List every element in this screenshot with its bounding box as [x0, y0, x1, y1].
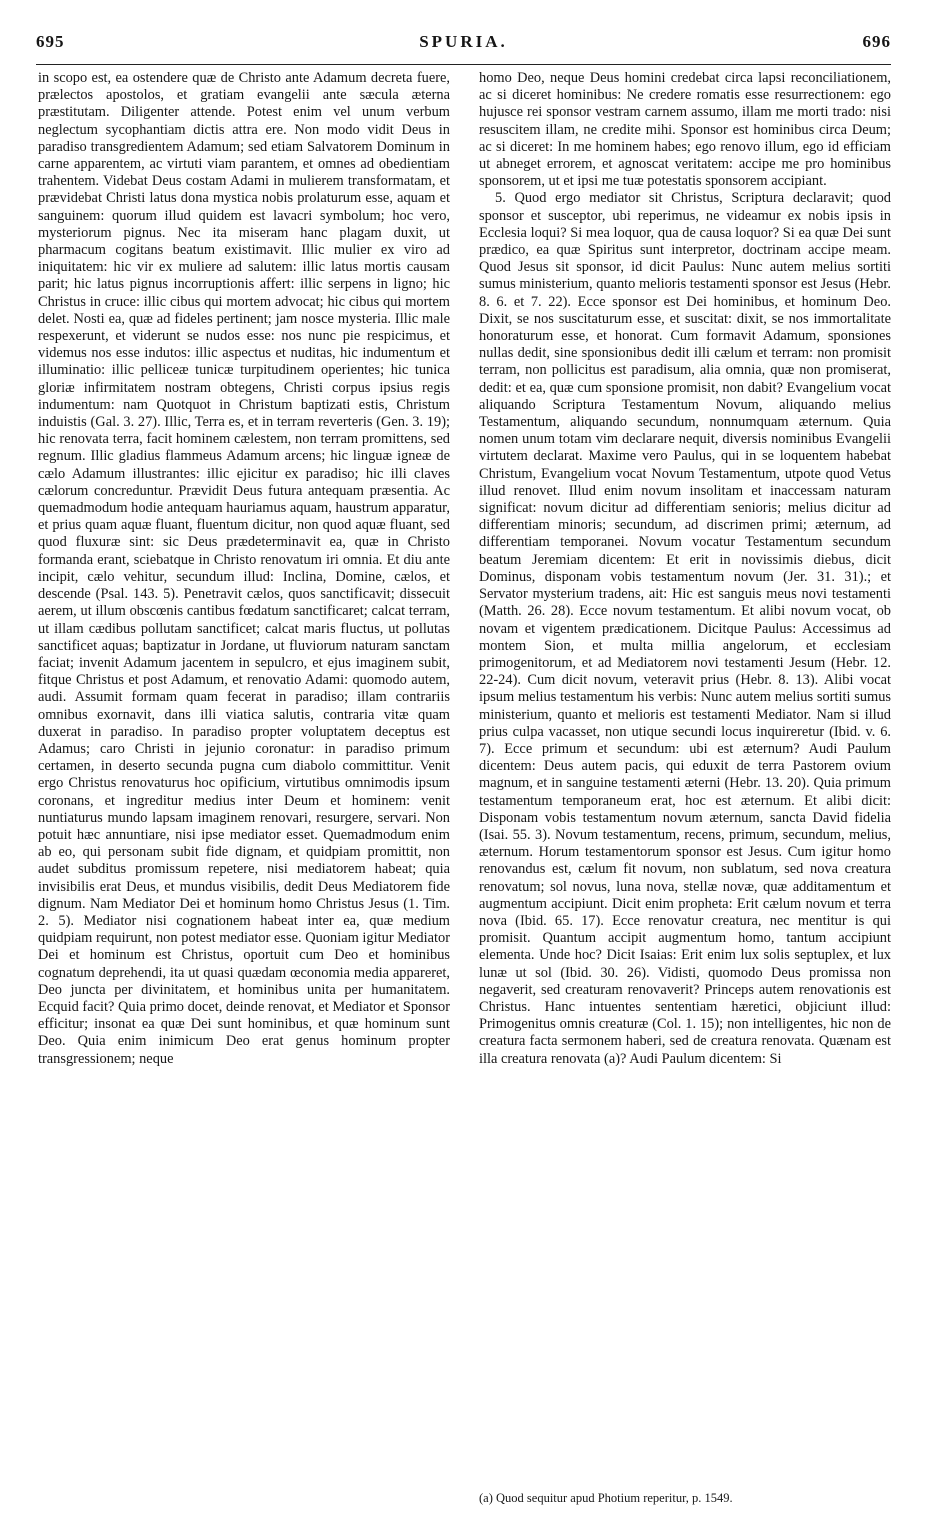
right-column: [479, 70, 891, 1510]
page-header: [36, 32, 891, 56]
right-column-paragraph-2: 5. Quod ergo mediator sit Christus, Scriptura declaravit; quod sponsor et susceptor, ubi reperimus, ne videamur ex nobis ipsis in Ecclesia loqui? Si mea loquor, qua de causa loquor? Si ea quæ Dei sunt prædico, ea quæ Spiritus sunt interpretor, doctrinam accipe meam. Quod Jesus sit sponsor, id dicit Paulus: Nunc autem melius sortiti sumus ministerium, quanto melioris testamenti sponsor est Jesus (Hebr. 8. 6. et 7. 22). Ecce sponsor est Dei hominibus, et hominum Deo. Dixit, se nos suscitaturum esse, et suscitat: dixit, se nos immortalitate honoraturum esse, et honorat. Cum formavit Adamum, sponsiones nullas dedit, sine sponsionibus dedit illi cælum et terram: non promisit terram, non pollicitus est paradisum, alia omnia, quæ non promiserat, dedit: et ea, quæ cum sponsione promisit, non dabit? Evangelium vocat aliquando Scriptura Testamentum Novum, aliquando melius Testamentum, aliquando secundum, nonnumquam æternum. Quia nomen unum totam vim declarare nequit, diversis nominibus Evangelii virtutem declarat. Maxime vero Paulus, qui in se loquentem habebat Christum, Evangelium vocat Novum Testamentum, utpote quod Vetus illud renovet. Illud enim novum insolitam et inaccessam naturam significat: novum dicitur ad differentiam senioris; melius dicitur ad differentiam minoris; secundum, ad discrimen primi; æternum, ad differentiam temporanei. Novum vocatur Testamentum secundum beatum Jeremiam dicentem: Et erit in novissimis diebus, dicit Dominus, disponam vobis testamentum novum (Jer. 31. 31).; et Servator mysterium tradens, ait: Hic est sanguis meus novi testamenti (Matth. 26. 28). Ecce novum testamentum. Et alibi novum vocat, ob novam et vigentem prædicationem. Dicitque Paulus: Accessimus ad montem Sion, et multa millia angelorum, et ecclesiam primogenitorum, et ad Mediatorem novi testamenti Jesum (Hebr. 12. 22-24). Cum dicit novum, veteravit prius (Hebr. 8. 13). Alibi vocat ipsum melius testamentum his verbis: Nunc autem melius sortiti sumus ministerium, quanto et melioris est testamenti Mediator. Nam si illud prius culpa vacasset, non utique secundi locus inquireretur (Ibid. v. 6. 7). Ecce primum et secundum: ubi est æternum? Audi Paulum dicentem: Deus autem pacis, qui eduxit de terra Pastorem ovium magnum, et in sanguine testamenti æterni (Hebr. 13. 20). Quia primum testamentum temporaneum erat, hoc est æternum. Et alibi dicit: Disponam vobis testamentum novum æternum, sancta David fidelia (Isai. 55. 3). Novum testamentum, recens, primum, secundum, melius, æternum. Horum testamentorum sponsor est Jesus. Cum igitur homo renovandus est, cælum fit novum, non sublatum, sed nova creatura renovatum; sol novus, luna nova, stellæ novæ, quæ additamentum et augmentum accipiunt. Dicit enim propheta: Erit cælum novum et terra nova (Ibid. 65. 17). Ecce renovatur creatura, nec mentitur is qui promisit. Quantum accipit augmentum homo, tantum accipiunt elementa. Unde hoc? Dicit Isaias: Erit enim lux solis septuplex, et lux lunæ ut sol (Ibid. 30. 26). Vidisti, quomodo Deus promissa non negaverit, sed creaturam renovaverit? Princeps autem renovationis est Christus. Hanc intuentes sententiam hæretici, objiciunt illud: Primogenitus omnis creaturæ (Col. 1. 15); non intelligentes, hic non de creatura facta sermonem haberi, sed de creatura renovata. Quænam est illa creatura renovata (a)? Audi Paulum dicentem: Si: [479, 190, 891, 1067]
footnote: (a) Quod sequitur apud Photium reperitur, p. 1549.: [479, 1491, 733, 1505]
page-number-left: 695: [36, 32, 65, 51]
left-column-text: in scopo est, ea ostendere quæ de Christo ante Adamum decreta fuere, prælectos apostolos, et gratiam evangelii ante sæcula æterna præstitutam. Diligenter attende. Potest enim vel unum verbum neglectum sycophantiam dictis attra ere. Non modo vidit Deus in paradiso transgredientem Adamum; sed etiam Salvatorem Dominum in carne apparentem, ac virtuti viam parantem, et omnes ad obedientiam trahentem. Videbat Deus costam Adami in mulierem transformatam, et prævidebat Christi latus dona mystica nobis prolaturum esse, aquam et sanguinem: quorum illud quidem est lavacri symbolum; hoc vero, mysteriorum pignus. Nec ita miseram hanc plagam duxit, ut pharmacum cogitans beatum existimavit. Illic mulier ex viro ad iniquitatem: hic vir ex muliere ad salutem: illic latus mortis causam parit; hic latus pignus incorruptionis affert: illic serpens in ligno; hic Christus in cruce: illic cibus qui mortem advocat; hic cibus qui mortem delet. Nosti ea, quæ ad fideles pertinent; jam nosce mysteria. Illic male respexerunt, et viderunt se nudos esse: nos nunc pie respicimus, et videmus nos esse indutos: illic aspectus et nuditas, hic indumentum et illuminatio: illic pelliceæ tunicæ turpitudinem operientes; hic tunica gloriæ infirmitatem nostram obtegens, Christi corpus ipsius regis indumentum: nam Quotquot in Christum baptizati estis, Christum induistis (Gal. 3. 27). Illic, Terra es, et in terram reverteris (Gen. 3. 19); hic renovata terra, facit hominem cælestem, non terram promittens, sed regnum. Illic gladius flammeus Adamum arcens; hic linguæ igneæ de cælo Adamum illustrantes: illic ejicitur ex paradiso; hic illi claves cælorum concreduntur. Prævidit Deus futura antequam præsentia. Ac quemadmodum hodie antequam hauriamus aquam, haustrum apparatur, et prius quam aquæ fluant, fluentum dicitur, non quod aquæ fluant, sed quod fluxuræ sint: sic Deus prædeterminavit ea, quæ in Christo formanda erant, sciebatque in Christo renovatum iri omnia. Et diu ante incipit, cælo vehitur, secundum illud: Inclina, Domine, cælos, et descende (Psal. 143. 5). Penetravit cælos, quos sanctificavit; dissecuit aerem, ut illum obscœnis cantibus fœdatum sanctificaret; calcat terram, ut illam cædibus pollutam sanctificet; calcat maris fluctus, ut pollutas sanctificet aquas; baptizatur in Jordane, ut fluviorum naturam sanctam faciat; invenit Adamum jacentem in sepulcro, et ejus imaginem subit, fitque Christus et post Adamum, et renovatio Adami: quomodo autem, audi. Assumit formam quam fecerat in paradiso; illam contrariis omnibus exornavit, dans illi viatica salutis, contraria vitæ quam duxerat in paradiso. In paradiso propter voluptatem deceptus est Adamus; caro Christi in jejunio coronatur: in paradiso primum certamen, in deserto secunda pugna cum diabolo committitur. Venit ergo Christus renovaturus hoc opificium, virtutibus omnimodis ipsum coronans, et ingreditur medius inter Deum et hominem: venit nuntiaturus mundo lapsam imaginem renovari, resurgere, servari. Non potuit hæc annuntiare, nisi ipse mediator esset. Quemadmodum enim ab eo, qui personam subit fide dignam, et quidpiam promittit, non audet subditus promissum repetere, nisi mediatorem habeat; quia invisibilis erat Deus, et mundus visibilis, dedit Deus Mediatorem fide dignum. Nam Mediator Dei et hominum homo Christus Jesus (1. Tim. 2. 5). Mediator nisi cognationem habeat inter ea, quæ medium quidpiam requirunt, non potest mediator esse. Quoniam igitur Mediator Dei et hominum est Christus, oportuit cum Deo et hominibus cognatum deprehendi, ita ut quasi quædam œconomia media appareret, Deo juncta per divinitatem, et hominibus unita per humanitatem. Ecquid facit? Quia primo docet, deinde renovat, et Mediator et Sponsor efficitur; insonat ea quæ Dei sunt hominibus, et quæ hominum sunt Deo. Quia enim inimicum Deo erat genus hominum propter transgressionem; neque: [38, 70, 450, 1067]
left-column: [38, 70, 450, 1510]
running-title: SPURIA.: [419, 32, 508, 51]
right-column-paragraph-1: homo Deo, neque Deus homini credebat circa lapsi reconciliationem, ac si diceret hominibus: Ne credere romatis esse resurrectionem: ego hujusce rei sponsor vestram carnem assumo, illam me morti trado: nisi resuscitem illam, ne credite mihi. Sponsor est hominibus circa Deum; ac si diceret: In me hominem habes; ego renovo illum, ego id efficiam ut abneget errorem, et agnoscat veritatem: accipe me pro hominibus sponsorem, ut et ipsi me tuæ potestatis sponsorem accipiant.: [479, 70, 891, 190]
page-number-right: 696: [862, 32, 891, 51]
header-rule: [36, 64, 891, 65]
